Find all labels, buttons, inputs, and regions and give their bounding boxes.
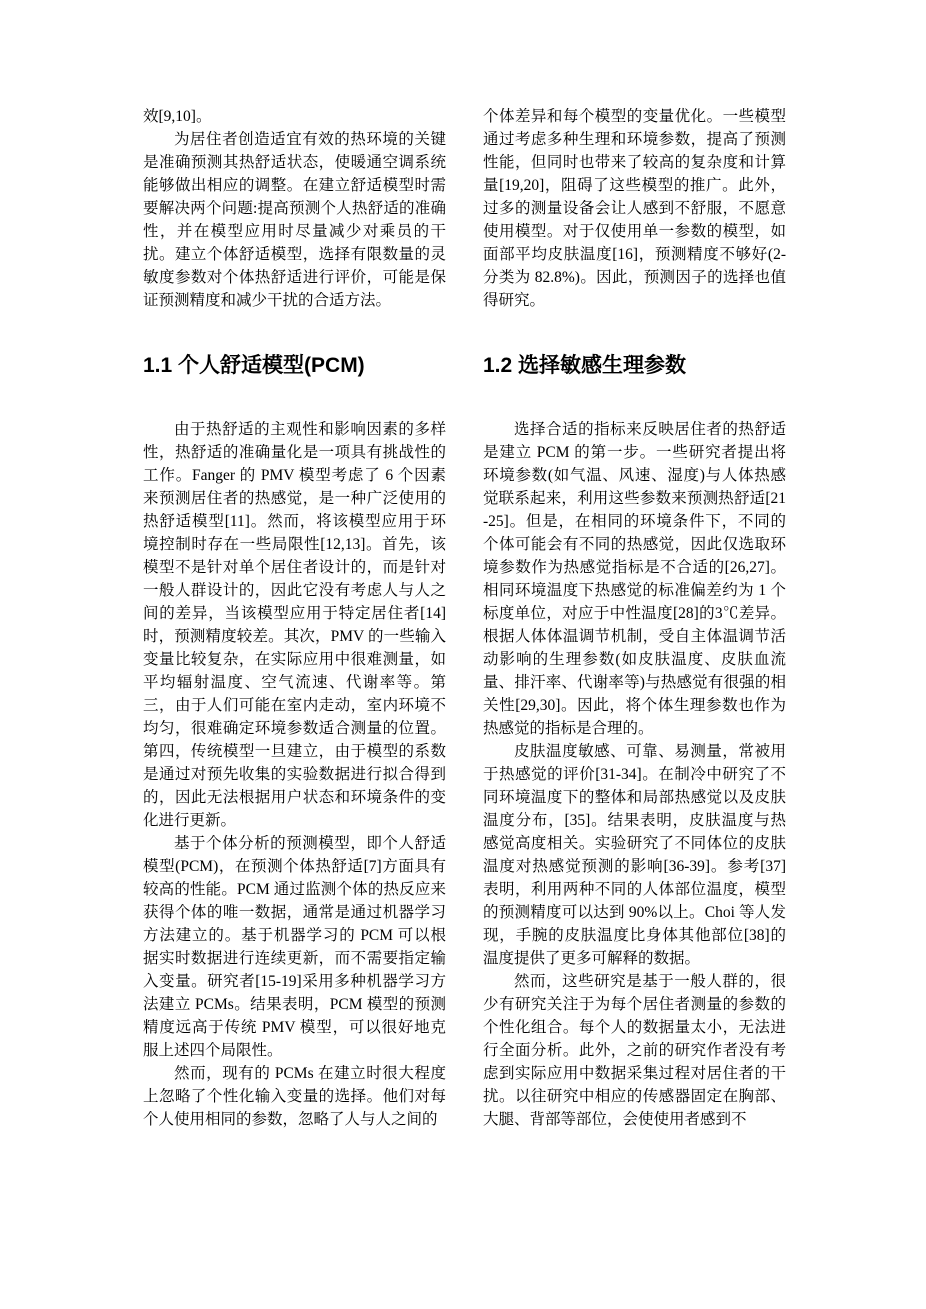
section-heading-1-2: 1.2 选择敏感生理参数 [483,354,687,377]
section-1-2-paragraph-3: 然而，这些研究是基于一般人群的，很少有研究关注于为每个居住者测量的参数的个性化组合。每个人的数据量太小，无法进行全面分析。此外，之前的研究作者没有考虑到实际应用中数据采集过程对居住者的干扰。以往研究中相应的传感器固定在胸部、大腿、背部等部位，会使使用者感到不 [483,973,786,1128]
continuation-paragraph: 个体差异和每个模型的变量优化。一些模型通过考虑多种生理和环境参数，提高了预测性能，但同时也带来了较高的复杂度和计算量[19,20]，阻碍了这些模型的推广。此外，过多的测量设备会让人感到不舒服，不愿意使用模型。对于仅使用单一参数的模型，如面部平均皮肤温度[16]，预测精度不够好(2-分类为 82.8%)。因此，预测因子的选择也值得研究。 [483,108,786,309]
section-1-1-paragraph-2: 基于个体分析的预测模型，即个人舒适模型(PCM)，在预测个体热舒适[7]方面具有较高的性能。PCM 通过监测个体的热反应来获得个体的唯一数据，通常是通过机器学习方法建立的。基于机器学习的 PCM 可以根据实时数据进行连续更新，而不需要指定输入变量。研究者[15-19]采用多种机器学习方法建立 PCMs。结果表明，PCM 模型的预测精度远高于传统 PMV 模型，可以很好地克服上述四个局限性。 [143,835,446,1059]
section-heading-1-1: 1.1 个人舒适模型(PCM) [143,354,365,377]
right-column [483,105,786,1131]
section-1-2-paragraph-1: 选择合适的指标来反映居住者的热舒适是建立 PCM 的第一步。一些研究者提出将环境参数(如气温、风速、湿度)与人体热感觉联系起来，利用这些参数来预测热舒适[21-25]。但是，在相同的环境条件下，不同的个体可能会有不同的热感觉，因此仅选取环境参数作为热感觉指标是不合适的[26,27]。相同环境温度下热感觉的标准偏差约为 1 个标度单位，对应于中性温度[28]的3℃差异。根据人体体温调节机制，受自主体温调节活动影响的生理参数(如皮肤温度、皮肤血流量、排汗率、代谢率等)与热感觉有很强的相关性[29,30]。因此，将个体生理参数也作为热感觉的指标是合理的。 [483,421,786,737]
paragraph-continuation-fragment: 效[9,10]。 [143,108,212,125]
section-1-2-paragraph-2: 皮肤温度敏感、可靠、易测量，常被用于热感觉的评价[31-34]。在制冷中研究了不同环境温度下的整体和局部热感觉以及皮肤温度分布，[35]。结果表明，皮肤温度与热感觉高度相关。实验研究了不同体位的皮肤温度对热感觉预测的影响[36-39]。参考[37]表明，利用两种不同的人体部位温度，模型的预测精度可以达到 90%以上。Choi 等人发现，手腕的皮肤温度比身体其他部位[38]的温度提供了更多可解释的数据。 [483,743,786,967]
section-1-1-paragraph-1: 由于热舒适的主观性和影响因素的多样性，热舒适的准确量化是一项具有挑战性的工作。Fanger 的 PMV 模型考虑了 6 个因素来预测居住者的热感觉，是一种广泛使用的热舒适模型[11]。然而，将该模型应用于环境控制时存在一些局限性[12,13]。首先，该模型不是针对单个居住者设计的，而是针对一般人群设计的，因此它没有考虑人与人之间的差异，当该模型应用于特定居住者[14]时，预测精度较差。其次，PMV 的一些输入变量比较复杂，在实际应用中很难测量，如平均辐射温度、空气流速、代谢率等。第三，由于人们可能在室内走动，室内环境不均匀，很难确定环境参数适合测量的位置。第四，传统模型一旦建立，由于模型的系数是通过对预先收集的实验数据进行拟合得到的，因此无法根据用户状态和环境条件的变化进行更新。 [143,421,446,829]
section-1-1-paragraph-3: 然而，现有的 PCMs 在建立时很大程度上忽略了个性化输入变量的选择。他们对每个人使用相同的参数，忽略了人与人之间的 [143,1065,446,1128]
left-column [143,105,446,1131]
intro-paragraph: 为居住者创造适宜有效的热环境的关键是准确预测其热舒适状态，使暖通空调系统能够做出相应的调整。在建立舒适模型时需要解决两个问题:提高预测个人热舒适的准确性，并在模型应用时尽量减少对乘员的干扰。建立个体舒适模型，选择有限数量的灵敏度参数对个体热舒适进行评价，可能是保证预测精度和减少干扰的合适方法。 [143,131,446,309]
two-column-layout [143,105,786,1131]
